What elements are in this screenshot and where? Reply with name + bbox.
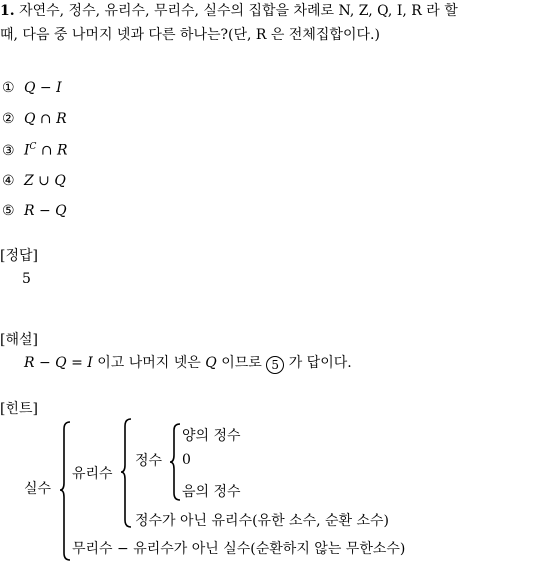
explanation-text-1: 이고 나머지 넷은 (92, 355, 206, 371)
question-text (0, 0, 458, 20)
question-line-1: 자연수, 정수, 유리수, 무리수, 실수의 집합을 차례로 N, Z, Q, I, R 라 할 (19, 3, 458, 19)
hint-negative-integer: 음의 정수 (182, 484, 241, 500)
hint-non-integer-rational: 정수가 아닌 유리수(유한 소수, 순환 소수) (135, 513, 390, 529)
choice-3-marker: ③ (2, 142, 15, 159)
choice-4-marker: ④ (2, 173, 15, 189)
hint-positive-integer: 양의 정수 (182, 428, 241, 444)
brace-integer (170, 423, 182, 501)
explanation-text-3: 가 답이다. (284, 355, 352, 371)
choice-1[interactable] (2, 80, 62, 96)
choice-3-sup: C (29, 142, 37, 152)
answer-label: [정답] (0, 248, 38, 264)
choice-3-rest: ∩ R (36, 142, 68, 159)
answer-value: 5 (22, 271, 31, 287)
choice-1-expression: Q − I (24, 80, 62, 96)
explanation-equation: R − Q = I (24, 355, 93, 371)
choice-2[interactable] (2, 111, 67, 127)
hint-rational: 유리수 (72, 466, 113, 482)
explanation-set-q: Q (205, 355, 217, 371)
hint-irrational: 무리수 − 유리수가 아닌 실수(순환하지 않는 무한소수) (72, 541, 406, 557)
hint-integer: 정수 (135, 453, 163, 469)
explanation-label: [해설] (0, 332, 38, 348)
choice-2-marker: ② (2, 111, 15, 127)
hint-real-number: 실수 (24, 481, 52, 497)
explanation-text-2: 이므로 (216, 355, 267, 371)
choice-1-marker: ① (2, 80, 15, 96)
choice-2-expression: Q ∩ R (24, 111, 67, 127)
choice-5[interactable] (2, 203, 67, 219)
explanation-circled-answer: 5 (266, 356, 284, 374)
explanation-text (24, 352, 352, 374)
choice-4-expression: Z ∪ Q (24, 173, 66, 189)
question-number: 1. (0, 3, 15, 19)
brace-rational (121, 418, 133, 528)
hint-zero: 0 (182, 452, 191, 468)
choice-4[interactable] (2, 173, 66, 189)
hint-label: [힌트] (0, 401, 38, 417)
choice-3-base: I (24, 142, 30, 159)
choice-3[interactable] (2, 142, 68, 159)
choice-5-expression: R − Q (24, 203, 67, 219)
choice-5-marker: ⑤ (2, 203, 15, 219)
brace-real (60, 421, 72, 561)
question-line-2: 때, 다음 중 나머지 넷과 다른 하나는?(단, R 은 전체집합이다.) (0, 27, 380, 43)
